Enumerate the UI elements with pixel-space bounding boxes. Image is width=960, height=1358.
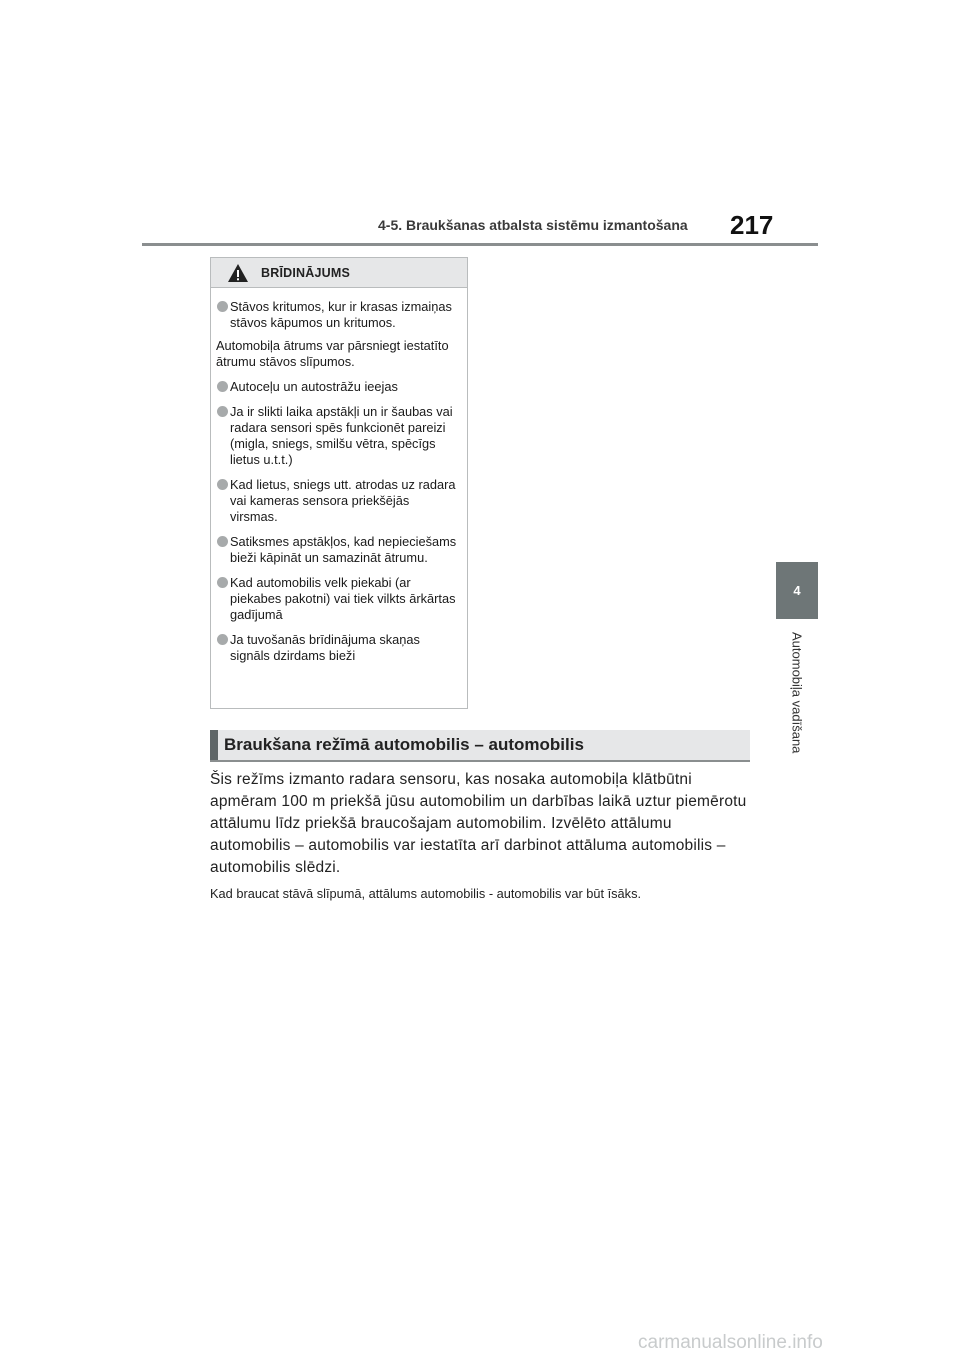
warning-bullet-text: Kad automobilis velk piekabi (ar piekabes pakotni) vai tiek vilkts ārkārtas gadījumā (230, 575, 456, 622)
chapter-tab: 4 (776, 562, 818, 619)
warning-bullet (216, 477, 459, 525)
page-number: 217 (730, 210, 774, 240)
section-title: Braukšana režīmā automobilis – automobilis (224, 735, 584, 754)
warning-bullet (216, 379, 459, 395)
warning-bullet-text: Satiksmes apstākļos, kad nepieciešams bieži kāpināt un samazināt ātrumu. (230, 534, 457, 565)
section-heading-bar (210, 730, 750, 762)
section-note-text: Kad braucat stāvā slīpumā, attālums automobilis - automobilis var būt īsāks. (210, 886, 642, 901)
bullet-dot-icon (217, 381, 228, 392)
warning-bullet (216, 404, 459, 468)
warning-bullet (216, 534, 459, 566)
bullet-dot-icon (217, 536, 228, 547)
warning-title: BRĪDINĀJUMS (261, 265, 351, 280)
warning-bullet (216, 632, 459, 664)
warning-bullet-text: Stāvos kritumos, kur ir krasas izmaiņas stāvos kāpumos un kritumos. (230, 299, 452, 330)
page-header-title: 4-5. Braukšanas atbalsta sistēmu izmantošana (378, 217, 688, 233)
bullet-dot-icon (217, 479, 228, 490)
warning-body (211, 288, 467, 664)
section-accent (210, 730, 218, 760)
header-rule (142, 243, 818, 246)
section-body-text: Šis režīms izmanto radara sensoru, kas nosaka automobiļa klātbūtni apmēram 100 m priekšā jūsu automobilim un darbības laikā uztur piemērotu attālumu līdz priekšā braucošajam automobilim. Izvēlēto attālumu automobilis – automobilis var iestatīta arī darbinot attāluma automobilis – automobilis slēdzi. (210, 771, 747, 876)
bullet-dot-icon (217, 577, 228, 588)
chapter-label: Automobiļa vadīšana (789, 632, 805, 754)
footer-watermark: carmanualsonline.info (638, 1332, 823, 1353)
warning-triangle-icon (227, 263, 249, 283)
bullet-dot-icon (217, 301, 228, 312)
warning-bullet-text: Kad lietus, sniegs utt. atrodas uz radara vai kameras sensora priekšējās virsmas. (230, 477, 456, 524)
warning-box (210, 257, 468, 709)
warning-paragraph: Automobiļa ātrums var pārsniegt iestatīto ātrumu stāvos slīpumos. (216, 338, 449, 369)
bullet-dot-icon (217, 634, 228, 645)
warning-bullet-text: Ja tuvošanās brīdinājuma skaņas signāls dzirdams bieži (230, 632, 420, 663)
warning-bullet (216, 575, 459, 623)
warning-bullet-text: Ja ir slikti laika apstākļi un ir šaubas vai radara sensori spēs funkcionēt pareizi (migla, sniegs, smilšu vētra, spēcīgs lietus u.t.t.) (230, 404, 453, 467)
bullet-dot-icon (217, 406, 228, 417)
warning-header (211, 258, 467, 288)
warning-bullet (216, 299, 459, 331)
warning-bullet-text: Autoceļu un autostrāžu ieejas (230, 379, 398, 394)
